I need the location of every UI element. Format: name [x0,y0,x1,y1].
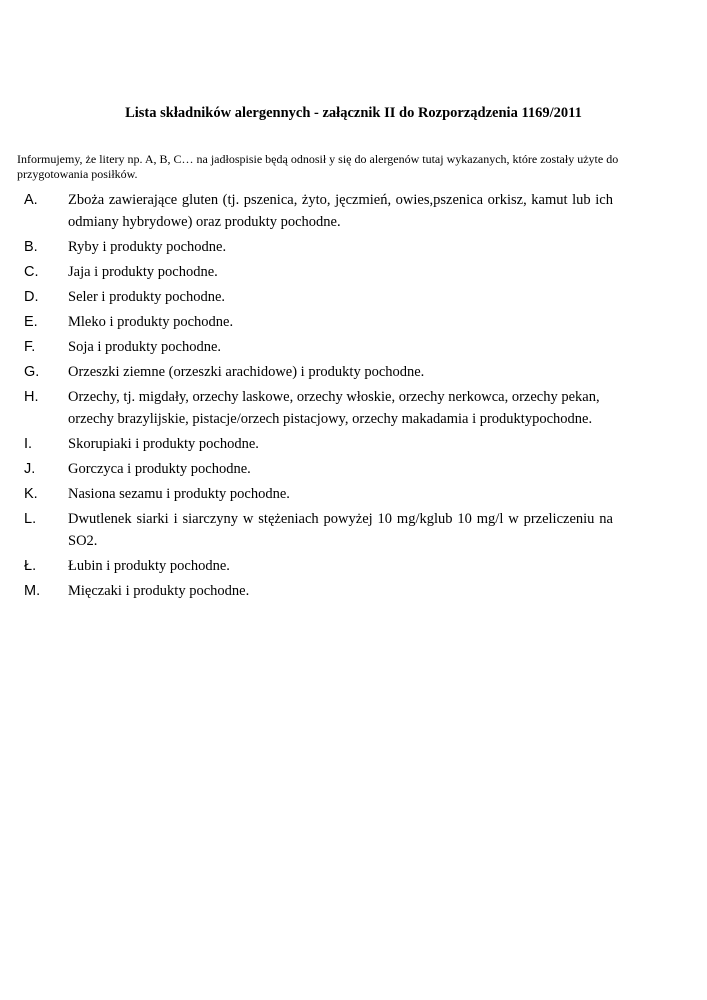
allergen-item-g [0,361,707,383]
allergen-item-e [0,311,707,333]
allergen-text: Nasiona sezamu i produkty pochodne. [68,486,290,502]
intro-paragraph: Informujemy, że litery np. A, B, C… na jadłospisie będą odnosił y się do alergenów tutaj wykazanych, które zostały użyte do przygotowania posiłków. [17,152,619,181]
allergen-text: Orzechy, tj. migdały, orzechy laskowe, orzechy włoskie, orzechy nerkowca, orzechy pekan, orzechy brazylijskie, pistacje/orzech pistacjowy, orzechy makadamia i produktypochodne. [68,389,600,427]
allergen-list [0,189,707,605]
allergen-item-c [0,261,707,283]
allergen-text: Łubin i produkty pochodne. [68,558,230,574]
allergen-letter: L. [24,511,37,527]
document-title: Lista składników alergennych - załącznik II do Rozporządzenia 1169/2011 [125,105,582,121]
allergen-text: Zboża zawierające gluten (tj. pszenica, żyto, jęczmień, owies,pszenica orkisz, kamut lub ich odmiany hybrydowe) oraz produkty pochodne. [68,192,613,230]
allergen-text: Dwutlenek siarki i siarczyny w stężeniach powyżej 10 mg/kglub 10 mg/l w przeliczeniu na SO2. [68,511,613,549]
allergen-letter: I. [24,436,33,452]
allergen-item-j [0,458,707,480]
allergen-item-i [0,433,707,455]
allergen-text: Mięczaki i produkty pochodne. [68,583,250,599]
allergen-letter: J. [24,461,36,477]
allergen-letter: A. [24,192,38,208]
allergen-text: Ryby i produkty pochodne. [68,239,227,255]
allergen-letter: K. [24,486,38,502]
allergen-letter: E. [24,314,38,330]
allergen-letter: G. [24,364,40,380]
allergen-item-b [0,236,707,258]
allergen-text: Soja i produkty pochodne. [68,339,222,355]
allergen-letter: C. [24,264,39,280]
allergen-text: Jaja i produkty pochodne. [68,264,218,280]
allergen-text: Seler i produkty pochodne. [68,289,226,305]
allergen-item-a [0,189,707,233]
allergen-letter: F. [24,339,36,355]
allergen-item-l-stroke [0,555,707,577]
allergen-item-l [0,508,707,552]
allergen-letter: M. [24,583,41,599]
allergen-item-f [0,336,707,358]
allergen-item-k [0,483,707,505]
allergen-text: Mleko i produkty pochodne. [68,314,234,330]
allergen-item-d [0,286,707,308]
allergen-item-m [0,580,707,602]
allergen-letter: D. [24,289,39,305]
allergen-letter: Ł. [24,558,37,574]
allergen-text: Skorupiaki i produkty pochodne. [68,436,259,452]
allergen-letter: H. [24,389,39,405]
allergen-item-h [0,386,707,430]
allergen-text: Gorczyca i produkty pochodne. [68,461,251,477]
allergen-text: Orzeszki ziemne (orzeszki arachidowe) i produkty pochodne. [68,364,425,380]
allergen-letter: B. [24,239,38,255]
